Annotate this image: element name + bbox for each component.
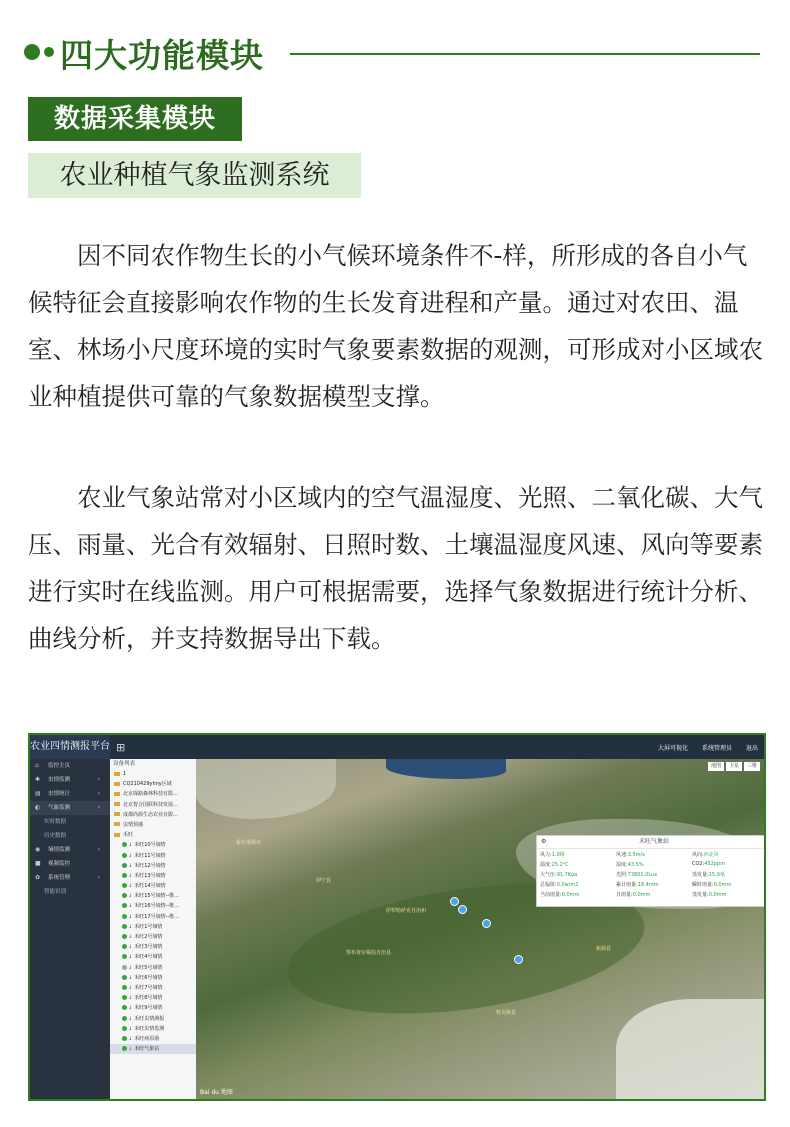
device-tree-item[interactable]	[110, 861, 196, 871]
status-dot-icon	[122, 1005, 127, 1010]
sensor-icon: ↓	[128, 1015, 133, 1022]
popup-field	[540, 891, 616, 898]
map-label: 伊犁哈萨克自治州	[386, 908, 427, 914]
status-dot-icon	[122, 954, 127, 959]
map-label: 伊宁县	[316, 878, 332, 884]
module-label: 数据采集模块	[28, 97, 242, 141]
bug-icon: ✱	[35, 776, 41, 783]
map-attribution: Bai du 地图	[200, 1089, 233, 1096]
bullet-dot-large	[24, 44, 40, 60]
lake	[386, 759, 506, 779]
device-tree-item[interactable]	[110, 769, 196, 779]
popup-field-value: 3.5m/s	[627, 852, 645, 858]
folder-icon	[114, 782, 120, 786]
status-dot-icon	[122, 985, 127, 990]
popup-field-value: 0.0mm	[632, 892, 651, 898]
sidebar-item-label: 视频监控	[48, 861, 71, 867]
device-tree-label: 禾旺8号墒情	[134, 995, 163, 1002]
map-type-controls	[708, 762, 760, 771]
map-label: 新源县	[596, 946, 612, 952]
device-tree-item[interactable]	[110, 810, 196, 820]
sidebar-item[interactable]	[30, 843, 110, 857]
station-marker[interactable]	[450, 897, 459, 906]
nav-bigscreen[interactable]: 大屏可视化	[657, 744, 688, 752]
popup-field-value: 0.0mm	[713, 882, 732, 888]
device-tree-item[interactable]	[110, 932, 196, 942]
status-dot-icon	[122, 842, 127, 847]
popup-field-value: 91.7Kpa	[556, 872, 578, 878]
device-tree-item[interactable]	[110, 779, 196, 789]
sensor-icon: ↓	[128, 913, 133, 920]
device-tree-label: 禾旺	[123, 832, 134, 839]
popup-field-value: 25.2℃	[551, 862, 569, 868]
sensor-icon: ↓	[128, 1035, 133, 1042]
status-dot-icon	[122, 965, 127, 970]
popup-field-label: 当前雨量:	[540, 892, 562, 898]
device-tree-title: 设备列表	[113, 761, 136, 767]
station-info-popup	[536, 835, 764, 907]
popup-fields	[537, 849, 764, 900]
popup-field-value: 15.0毫	[708, 872, 725, 878]
sidebar-item[interactable]	[30, 801, 110, 815]
device-tree-label: 禾旺虫情测报	[134, 1015, 165, 1022]
chevron-right-icon: ›	[97, 846, 100, 853]
device-tree-item[interactable]	[110, 871, 196, 881]
popup-field	[616, 881, 692, 888]
device-tree-item[interactable]	[110, 800, 196, 810]
popup-field-value: 452ppm	[704, 861, 726, 867]
sensor-icon: ↓	[128, 944, 133, 951]
popup-field-value: 1.0级	[551, 852, 565, 858]
device-tree-label: 禾旺气象站	[134, 1046, 160, 1053]
device-tree-label: 禾旺7号墒情	[134, 984, 163, 991]
system-label: 农业种植气象监测系统	[28, 153, 361, 198]
popup-field	[540, 881, 616, 888]
popup-field	[540, 861, 616, 868]
map-label: 特克斯县	[496, 1010, 517, 1016]
popup-field	[616, 891, 692, 898]
device-tree-label: 北京琛路森林科技有限...	[123, 791, 178, 798]
status-dot-icon	[122, 863, 127, 868]
video-icon: ■	[35, 860, 41, 867]
status-dot-icon	[122, 873, 127, 878]
device-tree-label: 禾旺病原菌	[134, 1035, 160, 1042]
sensor-icon: ↓	[128, 883, 133, 890]
popup-field-label: 累计雨量:	[616, 882, 638, 888]
chevron-right-icon: ›	[97, 804, 100, 811]
sidebar-item-label: 墒情监测	[48, 847, 71, 853]
sidebar-item-label: 虫情监测	[48, 777, 71, 783]
popup-field	[692, 881, 764, 888]
sidebar-item-label: 智能识别	[44, 889, 67, 895]
sidebar-item[interactable]	[30, 815, 110, 829]
status-dot-icon	[122, 1016, 127, 1021]
paragraph-detail: 农业气象站常对小区域内的空气温湿度、光照、二氧化碳、大气压、雨量、光合有效辐射、日照时数、土壤温湿度风速、风向等要素进行实时在线监测。用户可根据需要，选择气象数据进行统计分析、曲线分析，并支持数据导出下载。	[28, 483, 763, 653]
satellite-map[interactable]	[196, 759, 764, 1099]
sensor-icon: ↓	[128, 872, 133, 879]
popup-field	[616, 861, 692, 868]
popup-field-label: 日雨量:	[616, 892, 633, 898]
device-tree-label: 禾旺3号墒情	[134, 944, 163, 951]
popup-field-label: 风速:	[616, 852, 628, 858]
folder-icon	[114, 822, 120, 826]
status-dot-icon	[122, 903, 127, 908]
device-tree-item[interactable]	[110, 942, 196, 952]
sensor-icon: ↓	[128, 852, 133, 859]
sensor-icon: ↓	[128, 964, 133, 971]
nav-logout[interactable]: 退出	[745, 744, 758, 752]
sidebar-item[interactable]	[30, 829, 110, 843]
sidebar-item[interactable]	[30, 759, 110, 773]
popup-field-label: 总辐射:	[540, 882, 557, 888]
app-title: 农业四情测报平台	[30, 735, 110, 759]
chevron-right-icon: ›	[97, 776, 100, 783]
popup-field	[692, 861, 764, 868]
home-icon: ⌂	[35, 762, 39, 769]
popup-field	[616, 871, 692, 878]
sidebar-item[interactable]	[30, 857, 110, 871]
weather-icon: ◐	[35, 804, 41, 811]
section-title: 四大功能模块	[60, 36, 264, 75]
popup-field-label: CO2:	[692, 861, 705, 867]
device-tree-item[interactable]	[110, 952, 196, 962]
popup-field	[540, 851, 616, 858]
status-dot-icon	[122, 975, 127, 980]
device-tree-item[interactable]	[110, 820, 196, 830]
popup-field	[692, 891, 764, 898]
popup-field-label: 蒸发量:	[692, 872, 709, 878]
status-dot-icon	[122, 914, 127, 919]
device-tree-item[interactable]	[110, 973, 196, 983]
device-tree-item[interactable]	[110, 901, 196, 911]
app-sidebar	[30, 759, 110, 1099]
sidebar-item[interactable]	[30, 885, 110, 899]
sensor-icon: ↓	[128, 862, 133, 869]
paragraph-intro: 因不同农作物生长的小气候环境条件不-样，所形成的各自小气候特征会直接影响农作物的生长发育进程和产量。通过对农田、温室、林场小尺度环境的实时气象要素数据的观测，可形成对小区域农业种植提供可靠的气象数据模型支撑。	[28, 241, 763, 411]
sensor-icon: ↓	[128, 1005, 133, 1012]
device-tree-item[interactable]	[110, 963, 196, 973]
map-label: 霍尔果斯市	[236, 840, 262, 846]
station-marker[interactable]	[482, 919, 491, 928]
status-dot-icon	[122, 883, 127, 888]
folder-icon	[114, 772, 120, 776]
nav-user[interactable]: 系统管理员	[701, 744, 732, 752]
device-tree-item[interactable]	[110, 830, 196, 840]
device-tree-label: 成都尚源生态农业有限...	[123, 811, 178, 818]
status-dot-icon	[122, 1026, 127, 1031]
device-tree-item[interactable]	[110, 912, 196, 922]
chevron-right-icon: ›	[97, 790, 100, 797]
sidebar-item-label: 气象监测	[48, 805, 71, 811]
station-marker[interactable]	[458, 905, 467, 914]
status-dot-icon	[122, 924, 127, 929]
popup-field-value: 0.0mm	[561, 892, 580, 898]
device-tree-label: 禾旺2号墒情	[134, 934, 163, 940]
popup-field-value: 43.5%	[627, 862, 644, 868]
map-type-satellite[interactable]: 卫星	[726, 762, 742, 771]
popup-field	[616, 851, 692, 858]
device-tree-item[interactable]	[110, 1014, 196, 1024]
popup-title: 禾旺气象站	[638, 838, 669, 845]
device-tree-item[interactable]	[110, 891, 196, 901]
folder-icon	[114, 833, 120, 837]
sensor-icon: ↓	[128, 903, 133, 910]
device-tree-label: 禾旺15号墒情--维...	[134, 893, 179, 900]
popup-field	[692, 851, 764, 858]
device-tree-label: 禾旺1号墒情	[134, 923, 163, 930]
popup-field-label: 大气压:	[540, 872, 557, 878]
sensor-icon: ↓	[128, 893, 133, 900]
popup-header	[537, 836, 764, 849]
popup-field-value: 西北风	[703, 852, 719, 858]
sensor-icon: ↓	[128, 1046, 133, 1053]
sidebar-item[interactable]	[30, 773, 110, 787]
device-tree-label: 禾旺17号墒情--维...	[134, 913, 179, 920]
status-dot-icon	[122, 853, 127, 858]
device-tree-label: 禾旺4号墒情	[134, 954, 163, 961]
status-dot-icon	[122, 1046, 127, 1051]
sensor-icon: ↓	[128, 934, 133, 940]
device-tree-label: 禾旺9号墒情	[134, 1005, 163, 1012]
sidebar-item-label: 系统管理	[48, 875, 71, 881]
popup-field-label: 风力:	[540, 852, 552, 858]
popup-field-label: 湿度:	[616, 862, 628, 868]
device-tree-item[interactable]	[110, 922, 196, 932]
chevron-right-icon: ›	[97, 874, 100, 881]
gear-icon: ✿	[35, 874, 41, 881]
bullet-dot-small	[44, 47, 54, 57]
sidebar-item-label: 监控主页	[48, 763, 71, 769]
popup-field-value: 73801.0Lux	[627, 872, 658, 878]
device-tree-item[interactable]	[110, 1044, 196, 1054]
status-dot-icon	[122, 934, 127, 939]
section-header	[22, 28, 770, 76]
device-tree-label: 禾旺12号墒情	[134, 862, 166, 869]
device-tree-label: 虫情预感	[123, 821, 144, 828]
sidebar-item-label: 实时数据	[44, 819, 67, 825]
device-tree	[110, 759, 196, 1099]
sensor-icon: ↓	[128, 974, 133, 981]
device-tree-label: 1	[123, 771, 127, 777]
platform-screenshot	[28, 733, 766, 1101]
device-tree-item[interactable]	[110, 789, 196, 799]
device-tree-item[interactable]	[110, 840, 196, 850]
device-tree-item[interactable]	[110, 993, 196, 1003]
sensor-icon: ↓	[128, 1025, 133, 1032]
sidebar-item[interactable]	[30, 787, 110, 801]
top-nav	[658, 735, 758, 759]
popup-field-label: 风向:	[692, 852, 704, 858]
status-dot-icon	[122, 944, 127, 949]
device-tree-item[interactable]	[110, 851, 196, 861]
device-tree-label: 禾旺14号墒情	[134, 883, 166, 890]
folder-icon	[114, 802, 120, 806]
device-tree-item[interactable]	[110, 983, 196, 993]
map-type-map[interactable]: 地图	[708, 762, 724, 771]
device-tree-item[interactable]	[110, 881, 196, 891]
sensor-icon: ↓	[128, 984, 133, 991]
device-tree-item[interactable]	[110, 1003, 196, 1013]
device-tree-label: 禾旺6号墒情	[134, 974, 163, 981]
device-tree-item[interactable]	[110, 1034, 196, 1044]
menu-toggle-icon[interactable]: ⊞	[116, 741, 126, 754]
section-divider	[290, 53, 760, 55]
popup-field-value: 0.0mm	[708, 892, 727, 898]
popup-field-label: 蒸发量:	[692, 892, 709, 898]
popup-field-label: 光照:	[616, 872, 628, 878]
popup-field-label: 温度:	[540, 862, 552, 868]
device-tree-label: 禾旺13号墒情	[134, 872, 166, 879]
device-tree-label: 禾旺16号墒情--维...	[134, 903, 179, 910]
chart-icon: ▤	[35, 790, 41, 797]
sidebar-item[interactable]	[30, 871, 110, 885]
sensor-icon: ↓	[128, 923, 133, 930]
popup-field-label: 瞬时雨量:	[692, 882, 714, 888]
sensor-icon: ↓	[128, 995, 133, 1002]
popup-field-value: 18.4mm	[637, 882, 659, 888]
soil-icon: ◉	[35, 846, 41, 853]
map-label: 察布查尔锡伯自治县	[346, 950, 392, 956]
sidebar-item-label: 虫情统计	[48, 791, 71, 797]
device-tree-item[interactable]	[110, 1024, 196, 1034]
device-tree-label: 禾旺11号墒情	[134, 852, 166, 859]
device-tree-label: 禾旺虫情监测	[134, 1025, 165, 1032]
device-tree-label: 北京智合国联科技发展...	[123, 801, 178, 808]
device-tree-label: CQ210429yhny区域	[123, 781, 172, 788]
station-marker[interactable]	[514, 955, 523, 964]
popup-field	[692, 871, 764, 878]
sensor-icon: ↓	[128, 954, 133, 961]
app-topbar	[30, 735, 764, 759]
device-tree-label: 禾旺10号墒情	[134, 842, 166, 849]
status-dot-icon	[122, 893, 127, 898]
device-tree-label: 禾旺5号墒情	[134, 964, 163, 971]
popup-field-value: 0.0w/m2	[556, 882, 579, 888]
sidebar-item-label: 历史数据	[44, 833, 67, 839]
sensor-icon: ↓	[128, 842, 133, 849]
popup-field	[540, 871, 616, 878]
folder-icon	[114, 812, 120, 816]
folder-icon	[114, 792, 120, 796]
gear-icon[interactable]: ⚙	[541, 838, 547, 845]
map-type-3d[interactable]: 三维	[744, 762, 760, 771]
status-dot-icon	[122, 995, 127, 1000]
status-dot-icon	[122, 1036, 127, 1041]
